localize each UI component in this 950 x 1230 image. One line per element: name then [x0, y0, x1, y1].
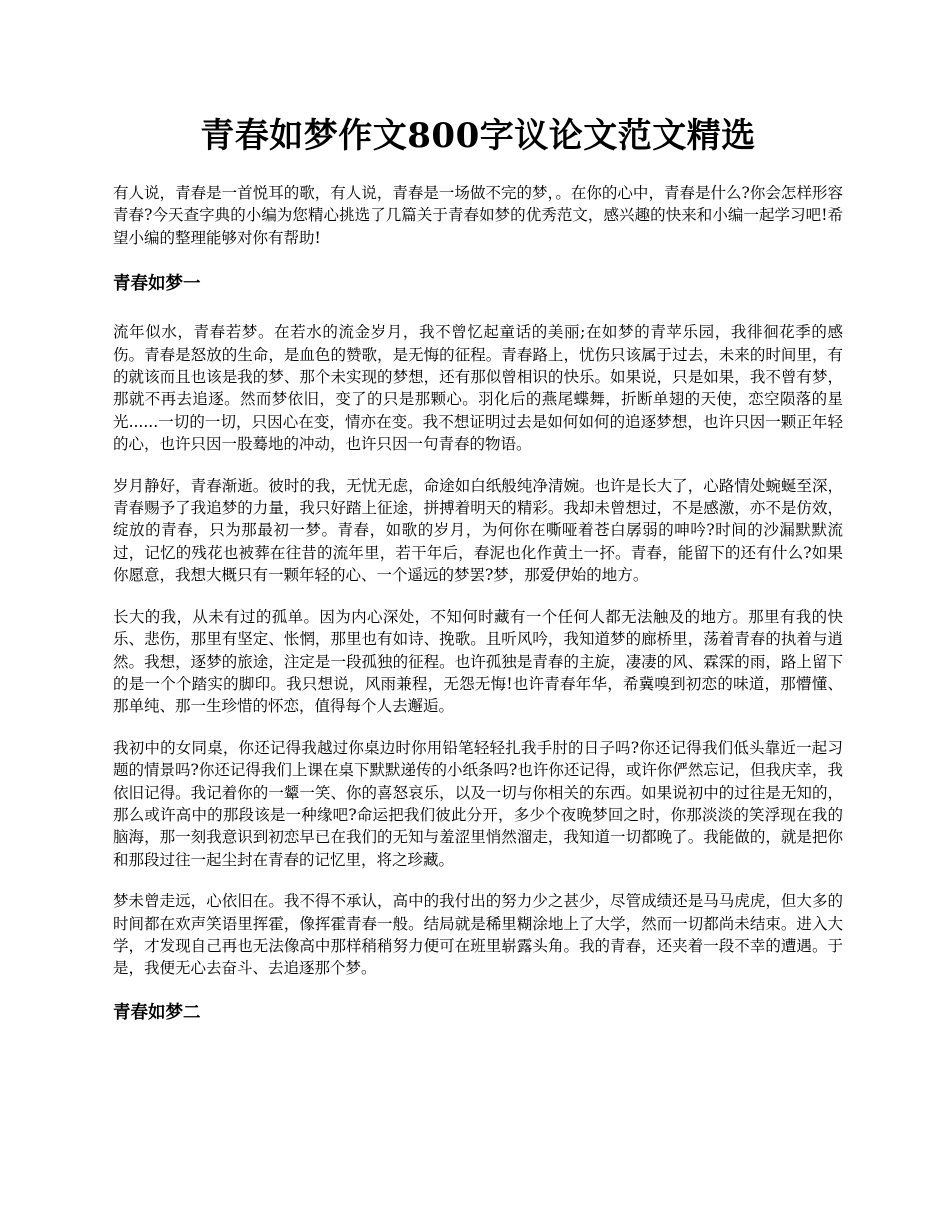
intro-paragraph: 有人说，青春是一首悦耳的歌，有人说，青春是一场做不完的梦，。在你的心中，青春是什么?你会怎样形容青春?今天查字典的小编为您精心挑选了几篇关于青春如梦的优秀范文，感兴趣的快来和小编一起学习吧!希望小编的整理能够对你有帮助! — [113, 184, 843, 247]
section-heading-2: 青春如梦二 — [113, 1002, 201, 1023]
document-page — [113, 112, 843, 1026]
section-1-paragraph-3: 长大的我，从未有过的孤单。因为内心深处，不知何时藏有一个任何人都无法触及的地方。那里有我的快乐、悲伤，那里有坚定、怅惘，那里也有如诗、挽歌。且听风吟，我知道梦的廊桥里，荡着青春的执着与逍然。我想，逐梦的旅途，注定是一段孤独的征程。也许孤独是青春的主旋，凄凄的风、霖霂的雨，路上留下的是一个个踏实的脚印。我只想说，风雨兼程，无怨无悔!也许青春年华，希冀嗅到初恋的味道，那懵懂、那单纯、那一生珍惜的怀恋，值得每个人去邂逅。 — [113, 607, 843, 716]
document-title: 青春如梦作文800字议论文范文精选 — [200, 116, 756, 156]
section-1-paragraph-2: 岁月静好，青春渐逝。彼时的我，无忧无虑，命途如白纸般纯净清婉。也许是长大了，心路情处蜿蜒至深，青春赐予了我追梦的力量，我只好踏上征途，拼搏着明天的精彩。我却未曾想过，不是感激，亦不是仿效，绽放的青春，只为那最初一梦。青春，如歌的岁月，为何你在嘶哑着苍白孱弱的呻吟?时间的沙漏默默流过，记忆的残花也被葬在往昔的流年里，若干年后，春泥也化作黄土一抔。青春，能留下的还有什么?如果你愿意，我想大概只有一颗年轻的心、一个遥远的梦罢?梦，那爱伊始的地方。 — [113, 476, 843, 585]
section-1-paragraph-4: 我初中的女同桌，你还记得我越过你桌边时你用铅笔轻轻扎我手肘的日子吗?你还记得我们低头靠近一起习题的情景吗?你还记得我们上课在桌下默默递传的小纸条吗?也许你还记得，或许你俨然忘记，但我庆幸，我依旧记得。我记着你的一颦一笑、你的喜怒哀乐，以及一切与你相关的东西。如果说初中的过往是无知的，那么或许高中的那段该是一种缘吧?命运把我们彼此分开，多少个夜晚梦回之时，你那淡淡的笑浮现在我的脑海，那一刻我意识到初恋早已在我们的无知与羞涩里悄然溜走，我知道一切都晚了。我能做的，就是把你和那段过往一起尘封在青春的记忆里，将之珍藏。 — [113, 738, 843, 869]
section-heading-1: 青春如梦一 — [113, 274, 201, 295]
section-1-paragraph-5: 梦未曾走远，心依旧在。我不得不承认，高中的我付出的努力少之甚少，尽管成绩还是马马虎虎，但大多的时间都在欢声笑语里挥霍，像挥霍青春一般。结局就是稀里糊涂地上了大学，然而一切都尚未结束。进入大学，才发现自己再也无法像高中那样稍稍努力便可在班里崭露头角。我的青春，还夹着一段不幸的遭遇。于是，我便无心去奋斗、去追逐那个梦。 — [113, 892, 843, 978]
section-1-paragraph-1: 流年似水，青春若梦。在若水的流金岁月，我不曾忆起童话的美丽;在如梦的青苹乐园，我徘徊花季的感伤。青春是怒放的生命，是血色的赞歌，是无悔的征程。青春路上，忧伤只该属于过去，未来的时间里，有的就该而且也该是我的梦、那个未实现的梦想，还有那似曾相识的快乐。如果说，只是如果，我不曾有梦，那就不再去追逐。然而梦依旧，变了的只是那颗心。羽化后的燕尾蝶舞，折断单翅的天使，恋空陨落的星光......一切的一切，只因心在变，情亦在变。我不想证明过去是如何如何的追逐梦想，也许只因一颗正年轻的心，也许只因一股蓦地的冲动，也许只因一句青春的物语。 — [113, 323, 843, 454]
